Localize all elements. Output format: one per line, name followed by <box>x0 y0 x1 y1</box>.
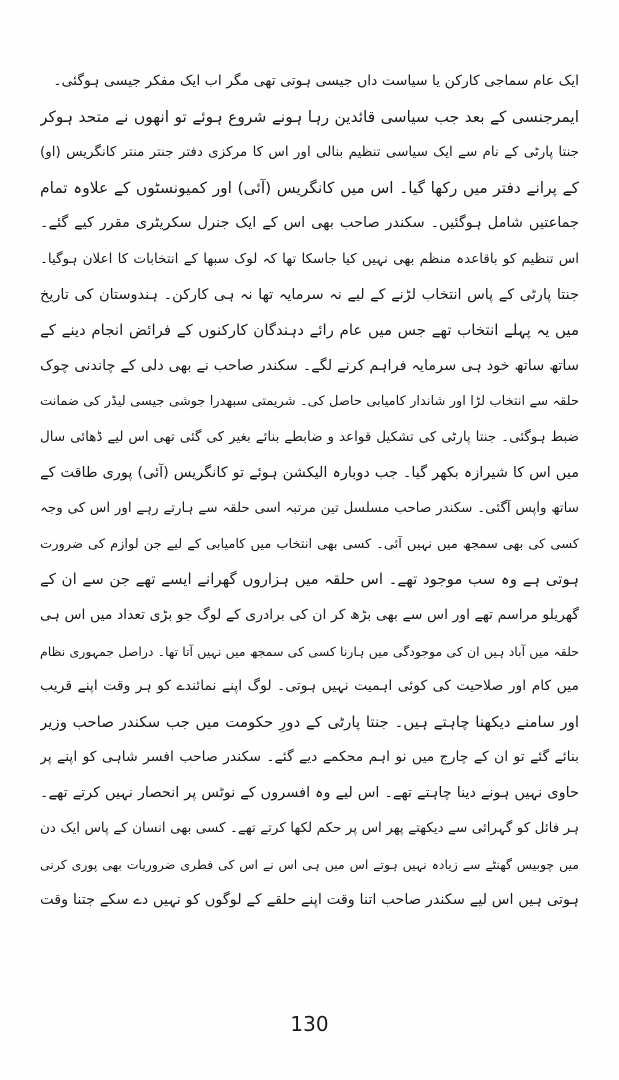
text-line: ہر فائل کو گہرائی سے دیکھتے پھر اس پر حکم لکھا کرتے تھے۔ کسی بھی انسان کے پاس ایک دن <box>40 820 579 837</box>
text-line: کے پرانے دفتر میں رکھا گیا۔ اس میں کانگریس (آئی) اور کمیونسٹوں کے علاوہ تمام <box>40 178 579 197</box>
text-line: میں یہ پہلے انتخاب تھے جس میں عام رائے دہندگان کارکنوں کے فرائض انجام دینے کے <box>40 321 579 340</box>
text-line: حلقہ میں آباد ہیں ان کی موجودگی میں ہارنا کسی کی سمجھ میں نہیں آتا تھا۔ دراصل جمہوری نظام <box>40 643 579 659</box>
text-line: اس تنظیم کو باقاعدہ منظم بھی نہیں کیا جاسکا تھا کہ لوک سبھا کے انتخابات کا اعلان ہوگیا۔ <box>40 250 579 267</box>
text-line: میں کام اور صلاحیت کی کوئی اہمیت نہیں ہوتی۔ لوگ اپنے نمائندے کو ہر وقت اپنے قریب <box>40 678 579 695</box>
text-line: ساتھ ساتھ خود ہی سرمایہ فراہم کرنے لگے۔ سکندر صاحب نے بھی دلی کے چاندنی چوک <box>40 357 579 374</box>
text-line: ایک عام سماجی کارکن یا سیاست داں جیسی ہوتی تھی مگر اب ایک مفکر جیسی ہوگئی۔ <box>53 73 579 89</box>
text-line: ساتھ واپس آگئی۔ سکندر صاحب مسلسل تین مرتبہ اسی حلقہ سے ہارتے رہے اور اس کی وجہ <box>40 500 579 517</box>
text-line: میں اس کا شیرازہ بکھر گیا۔ جب دوبارہ الیکشن ہوئے تو کانگریس (آئی) پوری طاقت کے <box>40 464 579 481</box>
text-line: حلقہ سے انتخاب لڑا اور شاندار کامیابی حاصل کی۔ شریمتی سبھدرا جوشی جیسی لیڈر کی ضمانت <box>40 394 579 410</box>
text-line: گھریلو مراسم تھے اور اس سے بھی بڑھ کر ان کی برادری کے لوگ جو بڑی تعداد میں اس ہی <box>40 606 579 623</box>
text-line: ہوتی ہے وہ سب موجود تھے۔ اس حلقہ میں ہزاروں گھرانے ایسے تھے جن سے ان کے <box>40 570 579 589</box>
text-line: جماعتیں شامل ہوگئیں۔ سکندر صاحب بھی اس کے ایک جنرل سکریٹری مقرر کیے گئے۔ <box>40 215 579 232</box>
urdu-text-body <box>40 64 579 918</box>
text-line: جنتا پارٹی کے پاس انتخاب لڑنے کے لیے نہ سرمایہ تھا نہ ہی کارکن۔ ہندوستان کی تاریخ <box>40 286 579 303</box>
text-line: میں چوبیس گھنٹے سے زیادہ نہیں ہوتے اس میں ہی اس نے اس کی فطری ضروریات بھی پوری کرنی <box>40 857 579 873</box>
text-line: جنتا پارٹی کے نام سے ایک سیاسی تنظیم بنالی اور اس کا مرکزی دفتر جنتر منتر کانگریس (او) <box>40 144 579 161</box>
text-line: ضبط ہوگئی۔ جنتا پارٹی کی تشکیل قواعد و ضابطے بنائے بغیر کی گئی تھی اس لیے ڈھائی سال <box>40 428 579 445</box>
text-line: ہوتی ہیں اس لیے سکندر صاحب اتنا وقت اپنے حلقے کے لوگوں کو نہیں دے سکے جتنا وقت <box>40 891 579 908</box>
text-line: کسی کی بھی سمجھ میں نہیں آئی۔ کسی بھی انتخاب میں کامیابی کے لیے جن لوازم کی ضرورت <box>40 536 579 552</box>
text-line: ایمرجنسی کے بعد جب سیاسی قائدین رہا ہونے شروع ہوئے تو انھوں نے متحد ہوکر <box>40 107 579 126</box>
text-line: حاوی نہیں ہونے دینا چاہتے تھے۔ اس لیے وہ افسروں کے نوٹس پر انحصار نہیں کرتے تھے۔ <box>40 784 579 801</box>
text-line: بنائے گئے تو ان کے چارج میں نو اہم محکمے دیے گئے۔ سکندر صاحب افسر شاہی کو اپنے پر <box>40 749 579 766</box>
text-line: اور سامنے دیکھنا چاہتے ہیں۔ جنتا پارٹی کے دورِ حکومت میں جب سکندر صاحب وزیر <box>40 712 579 731</box>
page-number: 130 <box>290 1012 329 1036</box>
